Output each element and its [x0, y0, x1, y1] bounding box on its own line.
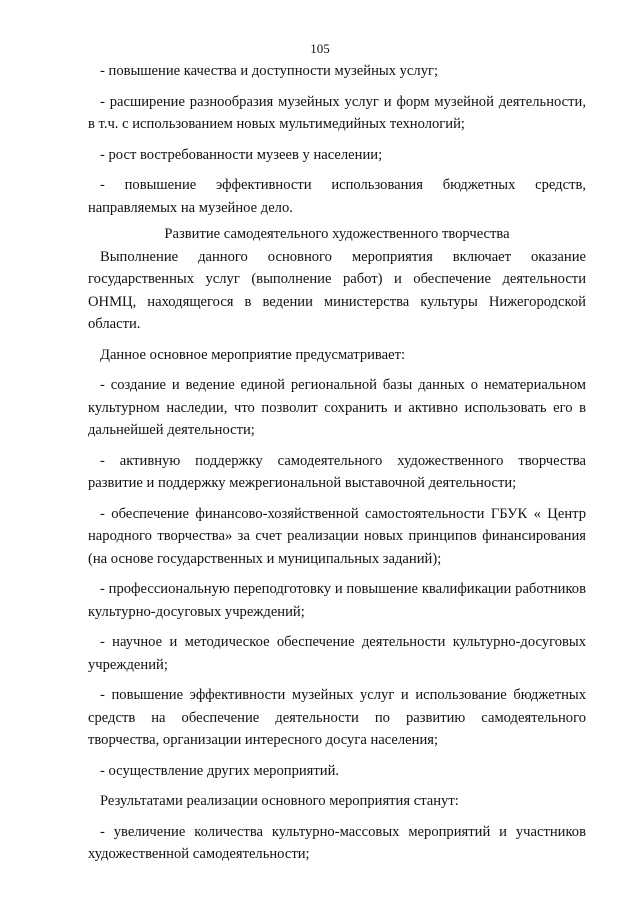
- paragraph: - повышение эффективности музейных услуг и использование бюджетных средств на обеспечение деятельности по развитию самодеятельного творчества, организации интересного досуга населения;: [88, 687, 586, 748]
- paragraph: - повышение качества и доступности музейных услуг;: [100, 63, 439, 79]
- paragraph: - увеличение количества культурно-массовых мероприятий и участников художественной самодеятельности;: [88, 823, 586, 862]
- paragraph: Результатами реализации основного мероприятия станут:: [100, 793, 459, 809]
- paragraph: - рост востребованности музеев у населении;: [100, 146, 383, 163]
- paragraph: Данное основное мероприятие предусматривает:: [100, 346, 406, 363]
- paragraph: - расширение разнообразия музейных услуг и форм музейной деятельности, в т.ч. с использованием новых мультимедийных технологий;: [88, 93, 586, 132]
- paragraph: - повышение эффективности использования бюджетных средств, направляемых на музейное дело.: [88, 177, 586, 216]
- paragraph: - обеспечение финансово-хозяйственной самостоятельности ГБУК « Центр народного творчества» за счет реализации новых принципов финансирования (на основе государственных и муниципальных заданий);: [88, 505, 586, 567]
- paragraph: - создание и ведение единой региональной базы данных о нематериальном культурном наследии, что позволит сохранить и активно использовать его в дальнейшей деятельности;: [88, 377, 586, 438]
- paragraph: - научное и методическое обеспечение деятельности культурно-досуговых учреждений;: [88, 634, 586, 673]
- paragraph: - активную поддержку самодеятельного художественного творчества развитие и поддержку межрегиональной выставочной деятельности;: [88, 452, 586, 491]
- document-body: [88, 60, 586, 866]
- page-number: 105: [310, 41, 330, 56]
- section-heading: Развитие самодеятельного художественного творчества: [164, 226, 510, 242]
- paragraph: Выполнение данного основного мероприятия включает оказание государственных услуг (выполнение работ) и обеспечение деятельности ОНМЦ, находящегося в ведении министерства культуры Нижегородской области.: [88, 248, 586, 332]
- paragraph: - осуществление других мероприятий.: [100, 762, 340, 779]
- paragraph: - профессиональную переподготовку и повышение квалификации работников культурно-досуговых учреждений;: [88, 581, 586, 620]
